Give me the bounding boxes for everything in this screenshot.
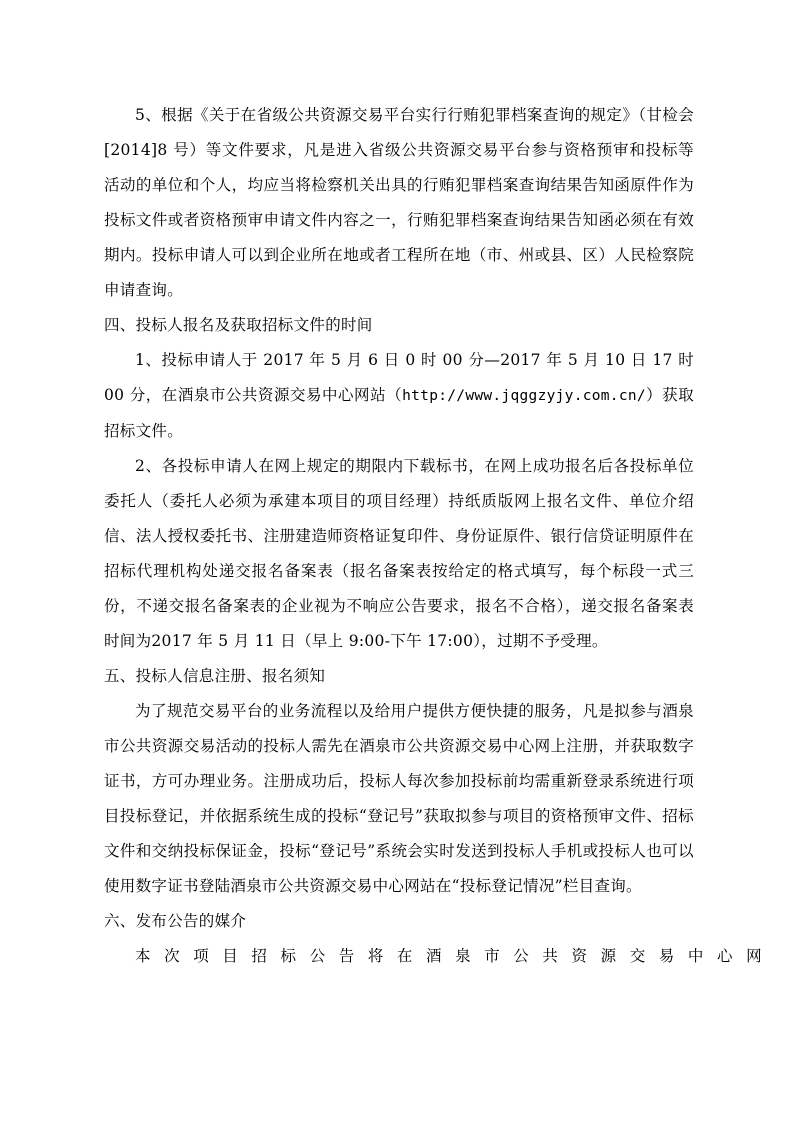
paragraph-item-5: 5、根据《关于在省级公共资源交易平台实行行贿犯罪档案查询的规定》（甘检会[2014]8 号）等文件要求，凡是进入省级公共资源交易平台参与资格预审和投标等活动的单位和个人，均应当将检察机关出具的行贿犯罪档案查询结果告知函原件作为投标文件或者资格预审申请文件内容之一，行贿犯罪档案查询结果告知函必须在有效期内。投标申请人可以到企业所在地或者工程所在地（市、州或县、区）人民检察院申请查询。 [104,106,694,299]
paragraph-6-1: 本次项目招标公告将在酒泉市公共资源交易中心网 [135,947,776,965]
section-heading-6: 六、发布公告的媒介 [104,912,247,930]
paragraph-5-1: 为了规范交易平台的业务流程以及给用户提供方便快捷的服务，凡是拟参与酒泉市公共资源交易活动的投标人需先在酒泉市公共资源交易中心网上注册，并获取数字证书，方可办理业务。注册成功后，投标人每次参加投标前均需重新登录系统进行项目投标登记，并依据系统生成的投标“登记号”获取拟参与项目的资格预审文件、招标文件和交纳投标保证金，投标“登记号”系统会实时发送到投标人手机或投标人也可以使用数字证书登陆酒泉市公共资源交易中心网站在“投标登记情况”栏目查询。 [104,702,694,895]
paragraph-4-2: 2、各投标申请人在网上规定的期限内下载标书，在网上成功报名后各投标单位委托人（委托人必须为承建本项目的项目经理）持纸质版网上报名文件、单位介绍信、法人授权委托书、注册建造师资格证复印件、身份证原件、银行信贷证明原件在招标代理机构处递交报名备案表（报名备案表按给定的格式填写，每个标段一式三份，不递交报名备案表的企业视为不响应公告要求，报名不合格），递交报名备案表时间为2017 年 5 月 11 日（早上 9:00-下午 17:00），过期不予受理。 [104,457,694,650]
section-heading-4: 四、投标人报名及获取招标文件的时间 [104,316,373,334]
website-url-link[interactable]: http://www.jqggzyjy.com.cn/ [402,388,646,404]
paragraph-4-1 [104,343,694,449]
paragraph-4-1-text-end: ）获取招标文件。 [104,386,694,440]
section-heading-5: 五、投标人信息注册、报名须知 [104,667,326,685]
paragraph-4-1-text-start: 1、投标申请人于 2017 年 5 月 6 日 0 时 00 分—2017 年 5 月 10 日 17 时 00 分，在酒泉市公共资源交易中心网站（ [104,351,694,404]
document-page [104,98,776,974]
